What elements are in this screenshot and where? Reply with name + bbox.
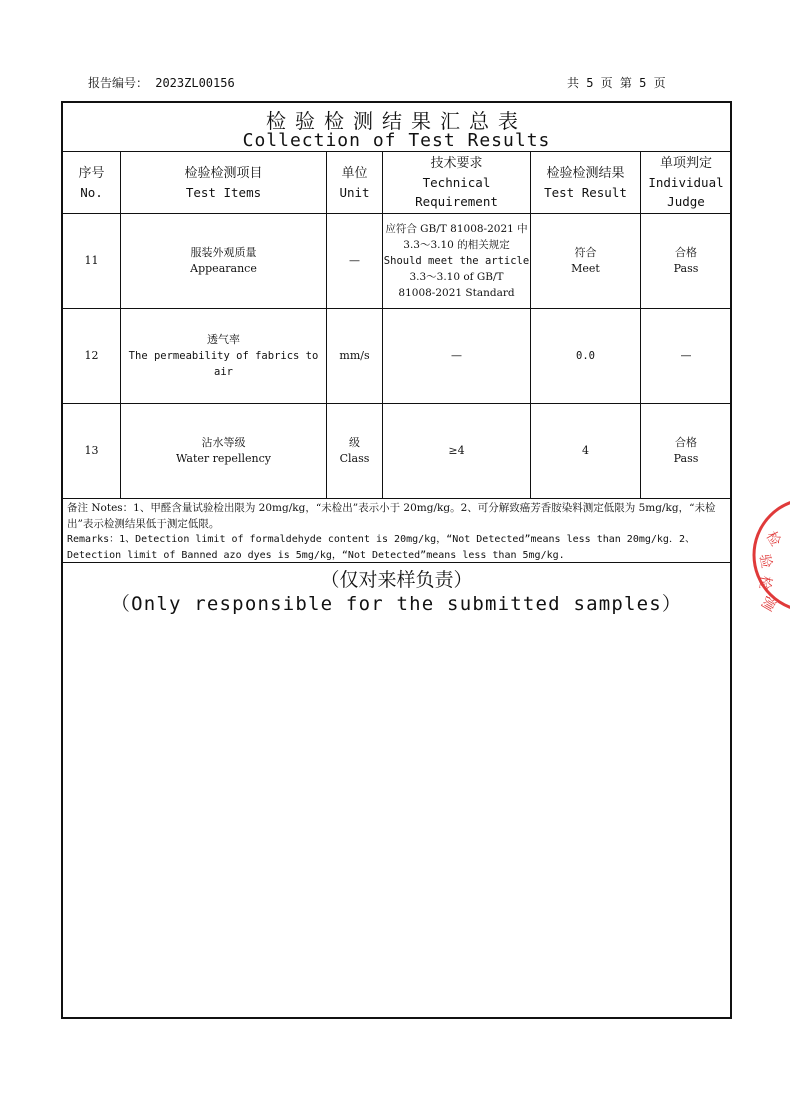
cell-requirement: ≥4 bbox=[383, 404, 531, 499]
cell-unit: 级 Class bbox=[327, 404, 383, 499]
notes-divider bbox=[62, 562, 731, 563]
notes-english: Remarks：1、Detection limit of formaldehyde content is 20mg/kg，“Not Detected”means less than 20mg/kg．2、Detection limit of Banned azo dyes is 5mg/kg，“Not Detected”means less than 5mg/kg. bbox=[67, 534, 695, 561]
cell-judge: — bbox=[641, 309, 732, 404]
cell-result: 符合 Meet bbox=[531, 214, 641, 309]
cell-item: 透气率 The permeability of fabrics to air bbox=[121, 309, 327, 404]
responsibility-english: （Only responsible for the submitted samples） bbox=[110, 593, 683, 615]
official-seal bbox=[748, 495, 790, 615]
notes-chinese: 备注 Notes：1、甲醛含量试验检出限为 20mg/kg，“未检出”表示小于 20mg/kg。2、可分解致癌芳香胺染料测定低限为 5mg/kg，“未检出”表示检测结果低于测定低限。 bbox=[67, 502, 716, 530]
cell-no: 13 bbox=[63, 404, 121, 499]
col-header-judge: 单项判定 Individual Judge bbox=[641, 152, 732, 214]
seal-text-1: 检 bbox=[762, 529, 784, 550]
table-row bbox=[63, 309, 732, 404]
table-row bbox=[63, 404, 732, 499]
table-header-row bbox=[63, 152, 732, 214]
title-chinese: 检验检测结果汇总表 bbox=[266, 109, 527, 133]
cell-requirement: — bbox=[383, 309, 531, 404]
cell-judge: 合格 Pass bbox=[641, 404, 732, 499]
col-header-requirement: 技术要求 Technical Requirement bbox=[383, 152, 531, 214]
cell-unit: — bbox=[327, 214, 383, 309]
cell-result: 0.0 bbox=[531, 309, 641, 404]
results-frame bbox=[61, 101, 732, 1019]
cell-unit: mm/s bbox=[327, 309, 383, 404]
cell-no: 12 bbox=[63, 309, 121, 404]
notes bbox=[67, 500, 730, 564]
col-header-unit: 单位 Unit bbox=[327, 152, 383, 214]
col-header-no: 序号 No. bbox=[63, 152, 121, 214]
col-header-test-items: 检验检测项目 Test Items bbox=[121, 152, 327, 214]
cell-no: 11 bbox=[63, 214, 121, 309]
title-english: Collection of Test Results bbox=[242, 130, 551, 151]
table-row bbox=[63, 214, 732, 309]
seal-text-4: 测 bbox=[757, 593, 779, 614]
results-table bbox=[62, 151, 732, 499]
cell-item: 沾水等级 Water repellency bbox=[121, 404, 327, 499]
cell-item: 服装外观质量 Appearance bbox=[121, 214, 327, 309]
seal-text-2: 验 bbox=[756, 552, 775, 570]
responsibility-chinese: （仅对来样负责） bbox=[320, 569, 473, 591]
cell-judge: 合格 Pass bbox=[641, 214, 732, 309]
seal-text-3: 检 bbox=[755, 574, 774, 591]
cell-requirement: 应符合 GB/T 81008-2021 中 3.3～3.10 的相关规定 Should meet the article 3.3～3.10 of GB/T 81008-2021 Standard bbox=[383, 214, 531, 309]
page-count: 共 5 页 第 5 页 bbox=[567, 76, 666, 90]
col-header-result: 检验检测结果 Test Result bbox=[531, 152, 641, 214]
report-number: 报告编号： 2023ZL00156 bbox=[88, 76, 235, 90]
cell-result: 4 bbox=[531, 404, 641, 499]
